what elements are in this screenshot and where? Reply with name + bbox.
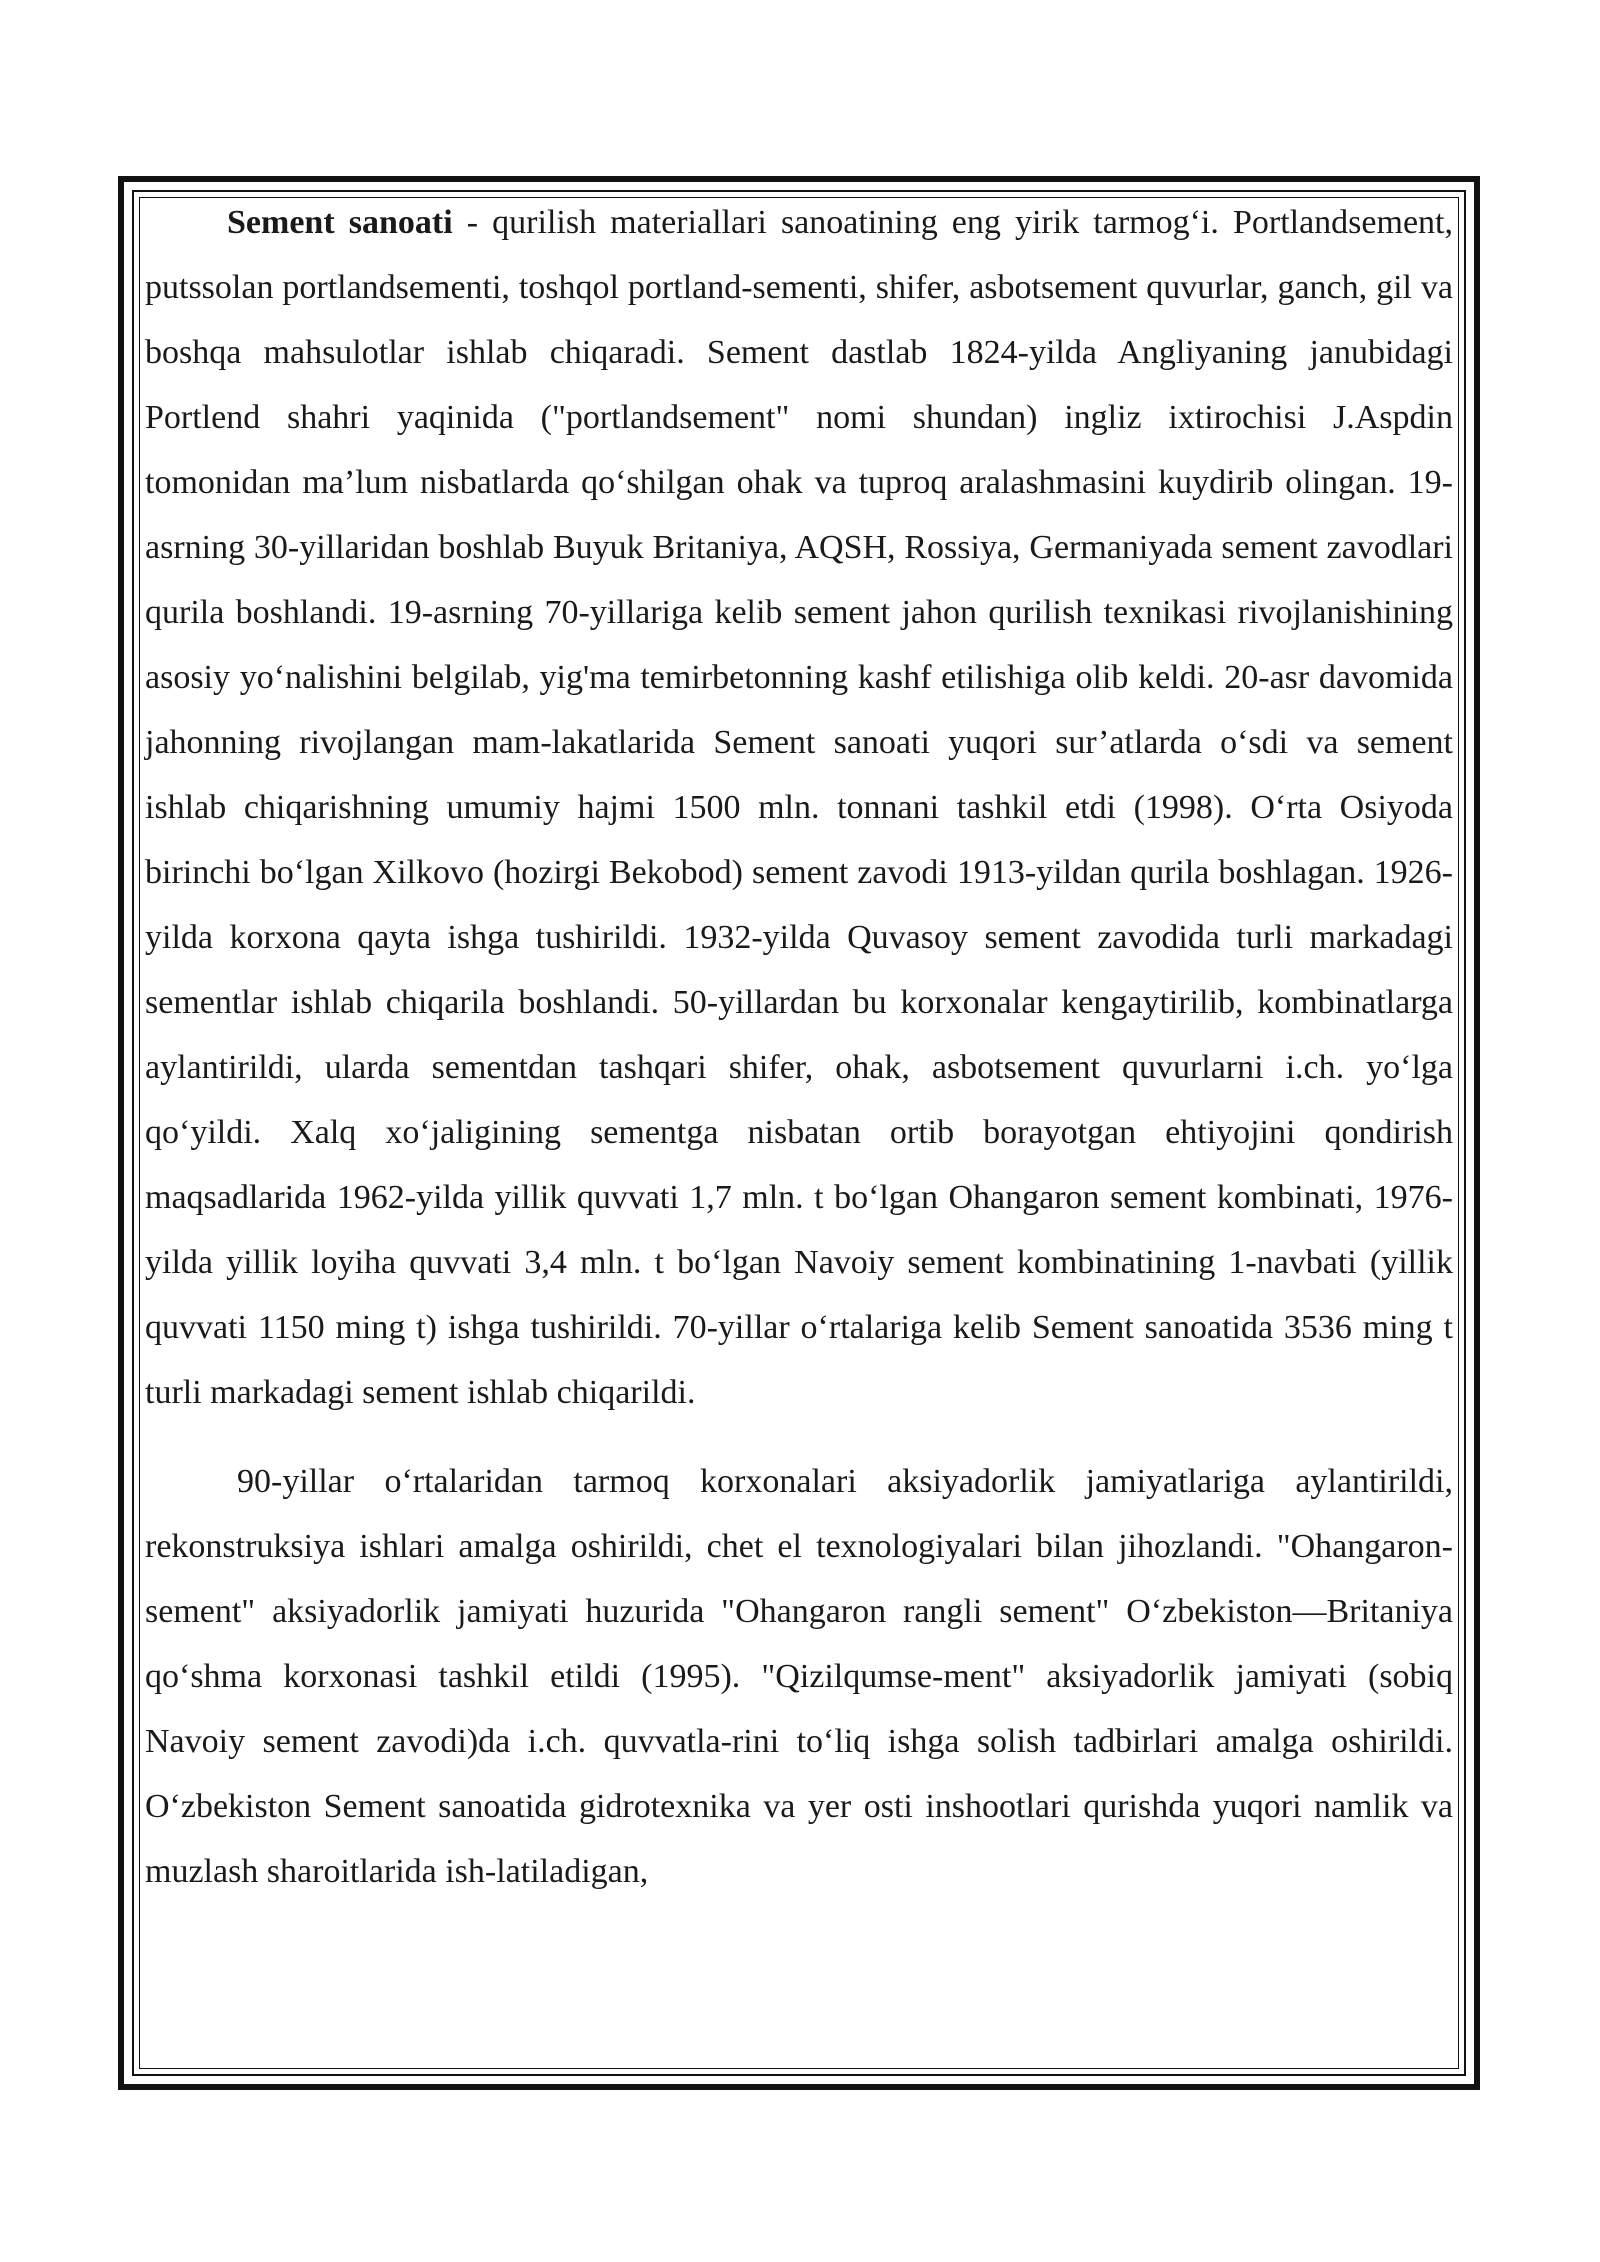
paragraph-1	[145, 190, 1453, 1425]
paragraph-1-text: - qurilish materiallari sanoatining eng yirik tarmog‘i. Portlandsement, putssolan portlandsementi, toshqol portland-sementi, shifer, asbotsement quvurlar, ganch, gil va boshqa mahsulotlar ishlab chiqaradi. Sement dastlab 1824-yilda Angliyaning janubidagi Portlend shahri yaqinida ("portlandsement" nomi shundan) ingliz ixtirochisi J.Aspdin tomonidan ma’lum nisbatlarda qo‘shilgan ohak va tuproq aralashmasini kuydirib olingan. 19-asrning 30-yillaridan boshlab Buyuk Britaniya, AQSH, Rossiya, Germaniyada sement zavodlari qurila boshlandi. 19-asrning 70-yillariga kelib sement jahon qurilish texnikasi rivojlanishining asosiy yo‘nalishini belgilab, yig'ma temirbetonning kashf etilishiga olib keldi. 20-asr davomida jahonning rivojlangan mam-lakatlarida Sement sanoati yuqori sur’atlarda o‘sdi va sement ishlab chiqarishning umumiy hajmi 1500 mln. tonnani tashkil etdi (1998). O‘rta Osiyoda birinchi bo‘lgan Xilkovo (hozirgi Bekobod) sement zavodi 1913-yildan qurila boshlagan. 1926-yilda korxona qayta ishga tushirildi. 1932-yilda Quvasoy sement zavodida turli markadagi sementlar ishlab chiqarila boshlandi. 50-yillardan bu korxonalar kengaytirilib, kombinatlarga aylantirildi, ularda sementdan tashqari shifer, ohak, asbotsement quvurlarni i.ch. yo‘lga qo‘yildi. Xalq xo‘jaligining sementga nisbatan ortib borayotgan ehtiyojini qondirish maqsadlarida 1962-yilda yillik quvvati 1,7 mln. t bo‘lgan Ohangaron sement kombinati, 1976-yilda yillik loyiha quvvati 3,4 mln. t bo‘lgan Navoiy sement kombinatining 1-navbati (yillik quvvati 1150 ming t) ishga tushirildi. 70-yillar o‘rtalariga kelib Sement sanoatida 3536 ming t turli markadagi sement ishlab chiqarildi.	[145, 204, 1453, 1411]
lead-term: Sement sanoati	[227, 204, 453, 241]
document-body	[145, 190, 1453, 1904]
paragraph-2: 90-yillar o‘rtalaridan tarmoq korxonalari aksiyadorlik jamiyatlariga aylantirildi, rekonstruksiya ishlari amalga oshirildi, chet el texnologiyalari bilan jihozlandi. "Ohangaron-sement" aksiyadorlik jamiyati huzurida "Ohangaron rangli sement" O‘zbekiston—Britaniya qo‘shma korxonasi tashkil etildi (1995). "Qizilqumse-ment" aksiyadorlik jamiyati (sobiq Navoiy sement zavodi)da i.ch. quvvatla-rini to‘liq ishga solish tadbirlari amalga oshirildi. O‘zbekiston Sement sanoatida gidrotexnika va yer osti inshootlari qurishda yuqori namlik va muzlash sharoitlarida ish-latiladigan,	[145, 1463, 1453, 1890]
